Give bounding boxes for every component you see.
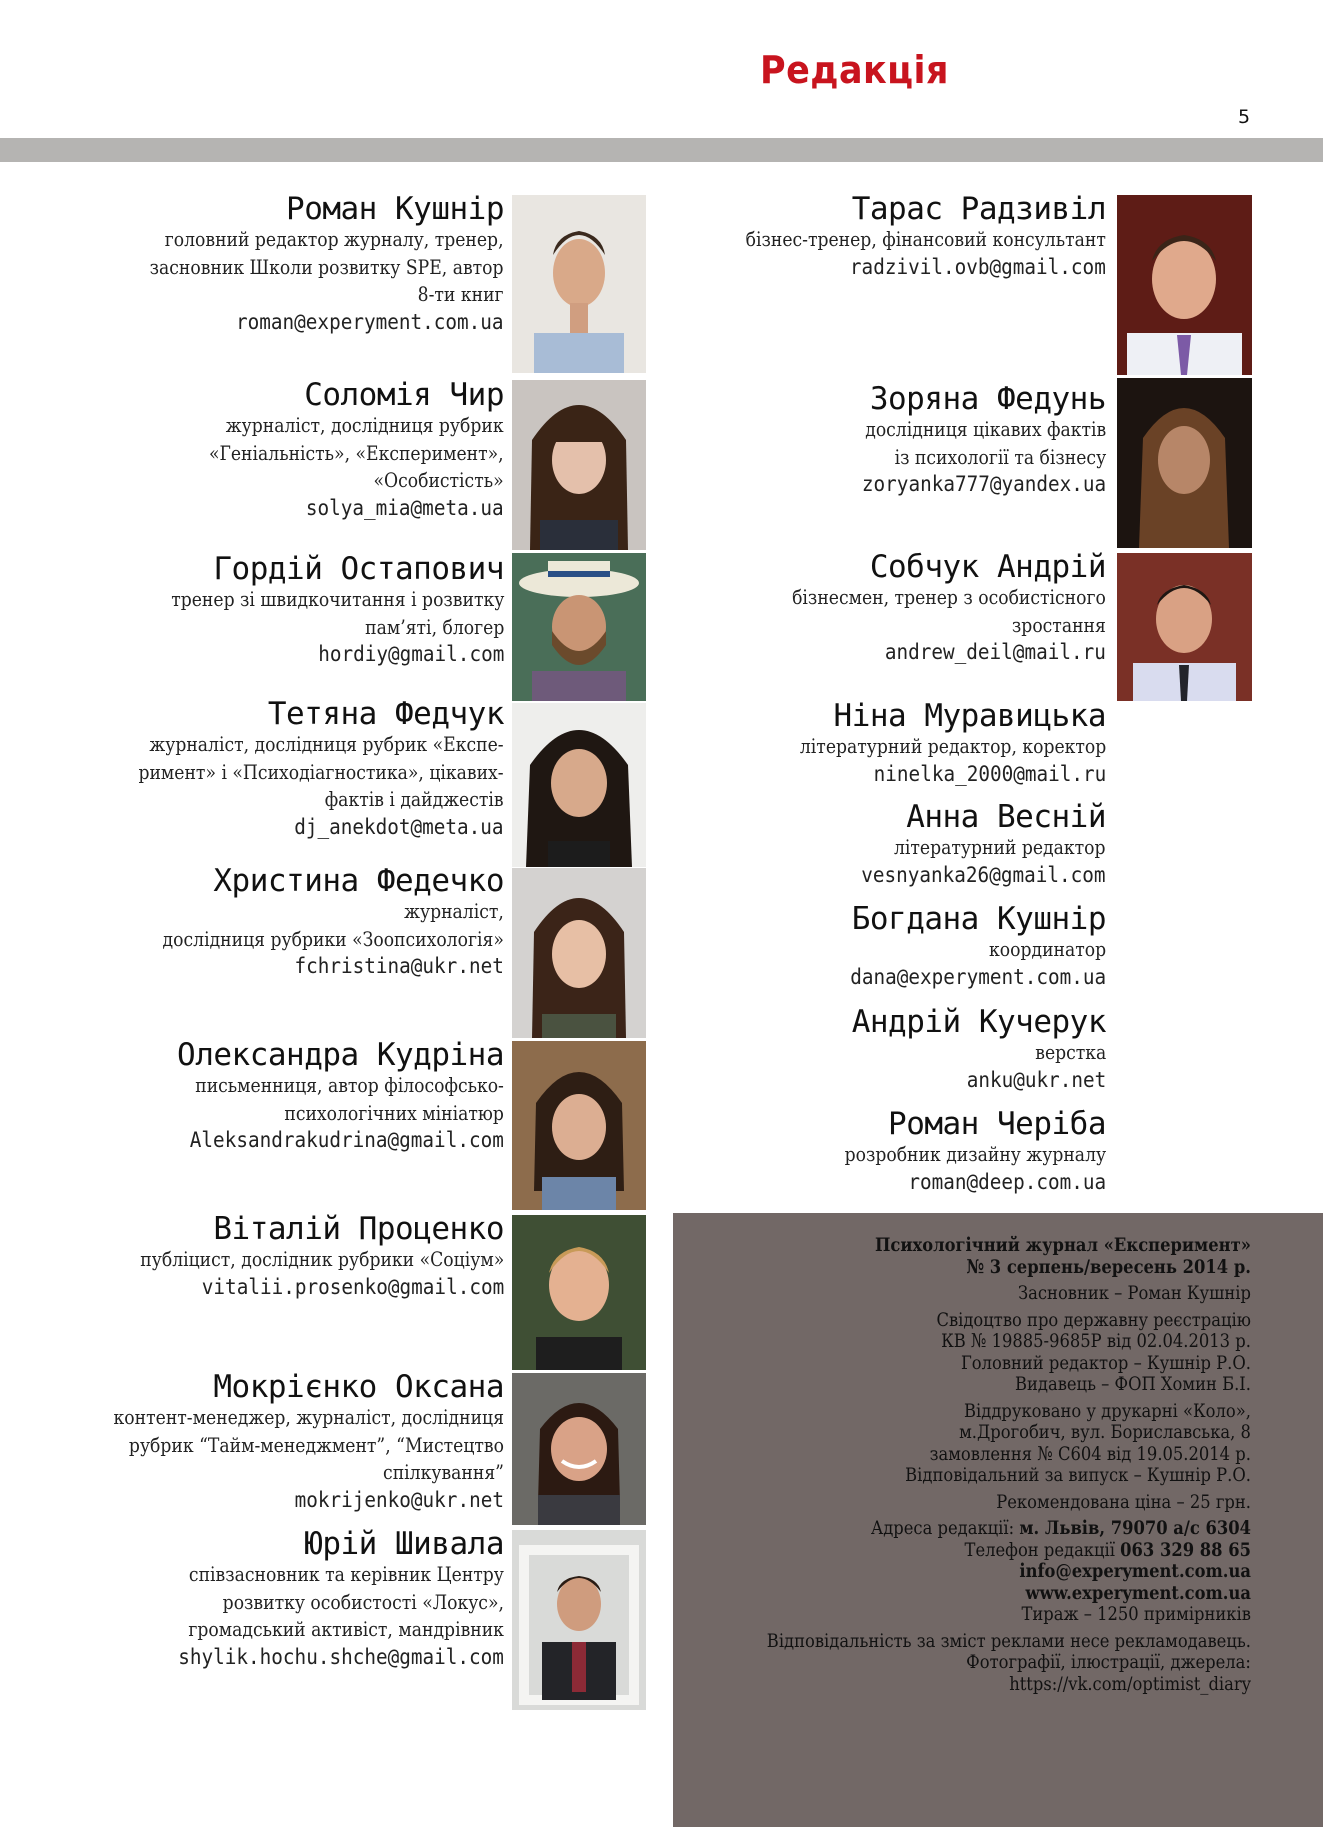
staff-name: Віталій Проценко [213,1211,504,1247]
imprint-email[interactable]: info@experyment.com.ua [1019,1560,1251,1582]
staff-role: верстка [1034,1040,1106,1064]
staff-name: Богдана Кушнір [851,901,1106,937]
portrait-photo [1117,195,1252,375]
staff-email[interactable]: andrew_deil@mail.ru [884,640,1106,664]
staff-email[interactable]: radzivil.ovb@gmail.com [850,254,1106,279]
header-band [0,138,1323,162]
staff-name: Юрій Шивала [304,1526,504,1562]
staff-email[interactable]: vesnyanka26@gmail.com [861,862,1106,887]
staff-name: Собчук Андрій [869,549,1106,585]
staff-email[interactable]: mokrijenko@ukr.net [294,1487,504,1512]
staff-name: Тетяна Федчук [267,696,504,732]
staff-name: Ніна Муравицька [833,698,1106,734]
imprint-responsible: Відповідальний за випуск – Кушнір Р.О. [905,1464,1251,1486]
staff-email[interactable]: anku@ukr.net [966,1067,1106,1092]
staff-name: Тарас Радзивіл [851,191,1106,227]
staff-email[interactable]: dana@experyment.com.ua [850,964,1106,989]
portrait-photo [512,868,646,1038]
staff-name: Олександра Кудріна [177,1037,504,1073]
staff-card-right-2 [741,550,1106,667]
staff-name: Роман Кушнір [286,191,504,227]
portrait-photo [512,1041,646,1210]
staff-card-right-3 [750,699,1106,788]
portrait-photo [512,1215,646,1370]
imprint-publisher: Видавець – ФОП Хомин Б.І. [1015,1373,1251,1395]
staff-role: журналіст, дослідниця рубрики «Зоопсихологія» [162,899,504,951]
staff-name: Мокрієнко Оксана [213,1369,504,1405]
staff-role: літературний редактор, коректор [799,734,1106,758]
staff-card-left-1 [161,378,504,522]
staff-email[interactable]: vitalii.prosenko@gmail.com [201,1274,504,1299]
portrait-photo [512,553,646,701]
imprint-address: Адреса редакції: м. Львів, 79070 а/с 6304 [870,1517,1251,1539]
staff-card-right-1 [826,382,1106,499]
portrait-photo [512,1530,646,1710]
imprint-registration-number: КВ № 19885-9685Р від 02.04.2013 р. [941,1330,1251,1352]
staff-card-right-4 [840,800,1106,889]
imprint-issue: № 3 серпень/вересень 2014 р. [966,1255,1251,1278]
staff-role: письменниця, автор філософсько- психологічних мініатюр [195,1073,504,1125]
staff-card-right-6 [852,1005,1106,1094]
portrait-photo [1117,553,1252,701]
portrait-photo [512,1373,646,1525]
staff-card-left-5 [145,1038,504,1155]
staff-role: розробник дизайну журналу [844,1142,1106,1166]
imprint-photos: Фотографії, ілюстрації, джерела: [966,1651,1251,1673]
staff-card-right-7 [802,1107,1106,1196]
staff-name: Андрій Кучерук [851,1004,1106,1040]
portrait-photo [512,380,646,550]
staff-role: бізнесмен, тренер з особистісного зростання [792,585,1106,637]
imprint-order: замовлення № С604 від 19.05.2014 р. [929,1442,1251,1465]
staff-email[interactable]: shylik.hochu.shche@gmail.com [178,1644,504,1669]
staff-card-right-5 [828,902,1106,991]
staff-email[interactable]: roman@deep.com.ua [908,1169,1106,1194]
imprint-phone: Телефон редакції 063 329 88 65 [964,1538,1251,1561]
staff-role: літературний редактор [894,835,1106,859]
staff-role: бізнес-тренер, фінансовий консультант [745,227,1106,251]
staff-role: журналіст, дослідниця рубрик «Експе- римент» і «Психодіагностика», цікавих- фактів і дайджестів [138,732,504,811]
staff-email[interactable]: zoryanka777@yandex.ua [861,472,1106,496]
staff-email[interactable]: solya_mia@meta.ua [306,495,504,520]
imprint-text [688,1235,1251,1695]
imprint-printed-address: м.Дрогобич, вул. Бориславська, 8 [959,1421,1251,1443]
staff-name: Анна Весній [906,799,1106,835]
imprint-website[interactable]: www.experyment.com.ua [1025,1581,1251,1604]
staff-email[interactable]: Aleksandrakudrina@gmail.com [189,1128,504,1152]
imprint-ads: Відповідальність за зміст реклами несе рекламодавець. [766,1629,1251,1652]
imprint-photos-link[interactable]: https://vk.com/optimist_diary [1009,1672,1251,1695]
staff-name: Гордій Остапович [213,551,504,587]
staff-role: журналіст, дослідниця рубрик «Геніальність», «Експеримент», «Особистість» [209,413,504,492]
staff-role: співзасновник та керівник Центру розвитку особистості «Локус», громадський активіст, мандрівник [188,1562,505,1641]
portrait-photo [1117,378,1252,548]
staff-email[interactable]: hordiy@gmail.com [317,642,504,666]
staff-role: координатор [988,937,1106,961]
staff-name: Христина Федечко [213,863,504,899]
staff-email[interactable]: fchristina@ukr.net [294,954,504,978]
staff-card-left-2 [117,552,504,669]
imprint-price: Рекомендована ціна – 25 грн. [996,1490,1251,1513]
page-title: Редакція [760,48,949,92]
staff-role: контент-менеджер, журналіст, дослідниця рубрик “Тайм-менеджмент”, “Мистецтво спілкування” [113,1405,504,1484]
staff-card-left-4 [107,864,504,981]
portrait-photo [512,703,646,867]
staff-name: Соломія Чир [304,377,504,413]
imprint-chief-editor: Головний редактор – Кушнір Р.О. [961,1351,1251,1374]
imprint-circulation: Тираж – 1250 примірників [1021,1603,1251,1625]
imprint-journal: Психологічний журнал «Експеримент» [875,1234,1251,1256]
staff-email[interactable]: dj_anekdot@meta.ua [294,814,504,839]
staff-card-right-0 [687,192,1106,281]
staff-role: головний редактор журналу, тренер, засновник Школи розвитку SPE, автор 8-ти книг [150,227,504,306]
imprint-founder: Засновник – Роман Кушнір [1018,1282,1251,1304]
staff-card-left-8 [137,1527,504,1671]
staff-email[interactable]: ninelka_2000@mail.ru [873,761,1106,786]
staff-card-left-0 [92,192,504,336]
staff-card-left-6 [81,1212,504,1301]
imprint-printed: Віддруковано у друкарні «Коло», [964,1399,1251,1422]
staff-name: Роман Черіба [888,1106,1106,1142]
portrait-photo [512,195,646,373]
staff-role: тренер зі швидкочитання і розвитку пам’яті, блогер [170,587,504,639]
staff-card-left-7 [50,1370,504,1514]
imprint-registration: Свідоцтво про державну реєстрацію [936,1308,1251,1331]
staff-name: Зоряна Федунь [869,381,1106,417]
staff-role: публіцист, дослідник рубрики «Соціум» [140,1247,504,1271]
staff-email[interactable]: roman@experyment.com.ua [236,309,504,334]
page-number: 5 [1238,106,1251,128]
staff-role: дослідниця цікавих фактів із психології та бізнесу [865,417,1106,469]
imprint-box [673,1213,1323,1827]
staff-card-left-3 [79,697,504,841]
